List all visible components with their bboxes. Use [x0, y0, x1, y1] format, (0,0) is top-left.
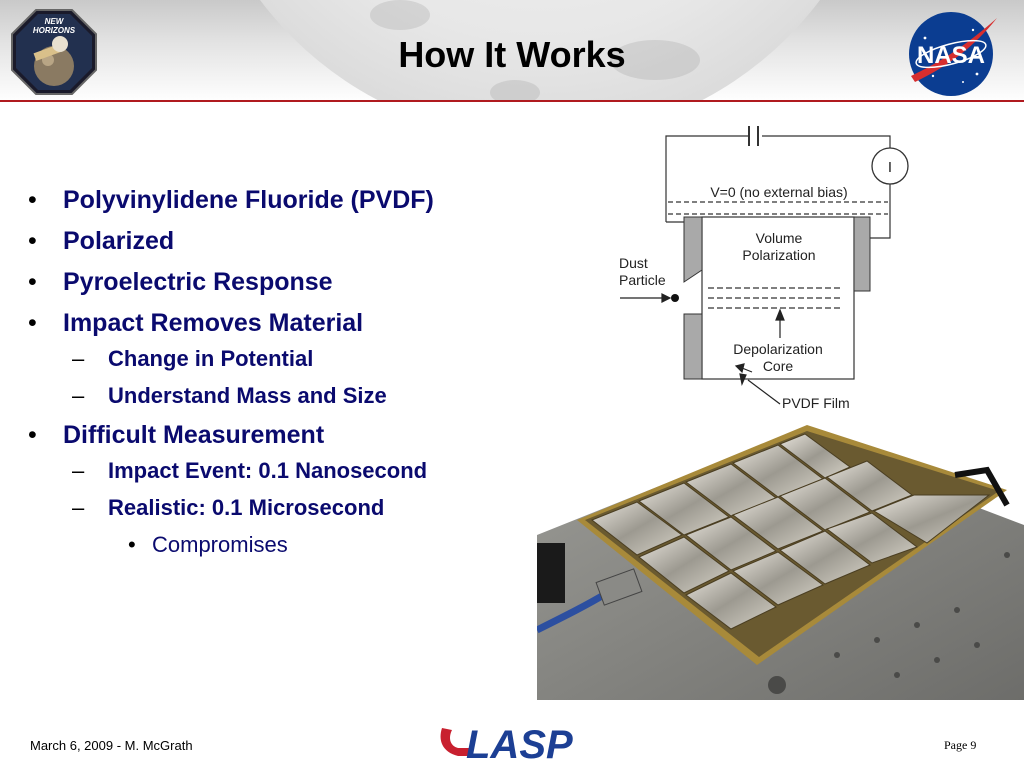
- svg-text:Polarization: Polarization: [742, 247, 816, 263]
- bullet-item: • Pyroelectric Response: [28, 268, 333, 296]
- header-divider: [0, 100, 1024, 102]
- sub-bullet-item: – Realistic: 0.1 Microsecond: [72, 495, 385, 520]
- dust-counter-detector-panel-photo: [537, 425, 1024, 700]
- sub-bullet-item: – Change in Potential: [72, 346, 314, 371]
- bullet-dot: •: [28, 268, 37, 296]
- svg-text:LASP: LASP: [466, 723, 573, 764]
- footer-date-author: March 6, 2009 - M. McGrath: [30, 738, 193, 753]
- nasa-meatball-logo-icon: [903, 8, 999, 98]
- svg-text:Core: Core: [762, 358, 794, 374]
- svg-text:V=0 (no external bias): V=0 (no external bias): [710, 184, 848, 200]
- bullet-item: • Difficult Measurement: [28, 421, 325, 449]
- bullet-item: • Polarized: [28, 227, 175, 255]
- pvdf-sensor-diagram: [612, 122, 922, 418]
- svg-text:Particle: Particle: [619, 272, 666, 288]
- svg-text:Dust: Dust: [619, 255, 648, 271]
- sub-sub-bullet-item: • Compromises: [128, 532, 288, 557]
- dust-particle-icon: [671, 294, 679, 302]
- page-number: Page 9: [944, 738, 977, 752]
- lasp-logo-icon: [436, 722, 608, 764]
- bullet-dot: •: [28, 186, 37, 214]
- svg-text:NEW: NEW: [44, 17, 64, 26]
- svg-text:HORIZONS: HORIZONS: [32, 26, 76, 35]
- bullet-dot: •: [28, 227, 37, 255]
- bullet-dot: •: [28, 421, 37, 449]
- svg-text:Volume: Volume: [755, 230, 803, 246]
- svg-text:Depolarization: Depolarization: [733, 341, 823, 357]
- bullet-item: • Polyvinylidene Fluoride (PVDF): [28, 186, 434, 214]
- bullet-dash: –: [72, 495, 85, 520]
- bullet-dot: •: [128, 532, 136, 557]
- sub-bullet-item: – Understand Mass and Size: [72, 383, 387, 408]
- bullet-item: • Impact Removes Material: [28, 309, 364, 337]
- svg-text:PVDF Film: PVDF Film: [782, 395, 850, 411]
- sub-bullet-item: – Impact Event: 0.1 Nanosecond: [72, 458, 428, 483]
- bullet-dash: –: [72, 383, 85, 408]
- slide-title: How It Works: [398, 34, 626, 75]
- bullet-dash: –: [72, 458, 85, 483]
- bullet-list: [28, 185, 548, 566]
- svg-text:NASA: NASA: [916, 42, 986, 69]
- bullet-dot: •: [28, 309, 37, 337]
- bullet-dash: –: [72, 346, 85, 371]
- svg-text:I: I: [887, 159, 893, 176]
